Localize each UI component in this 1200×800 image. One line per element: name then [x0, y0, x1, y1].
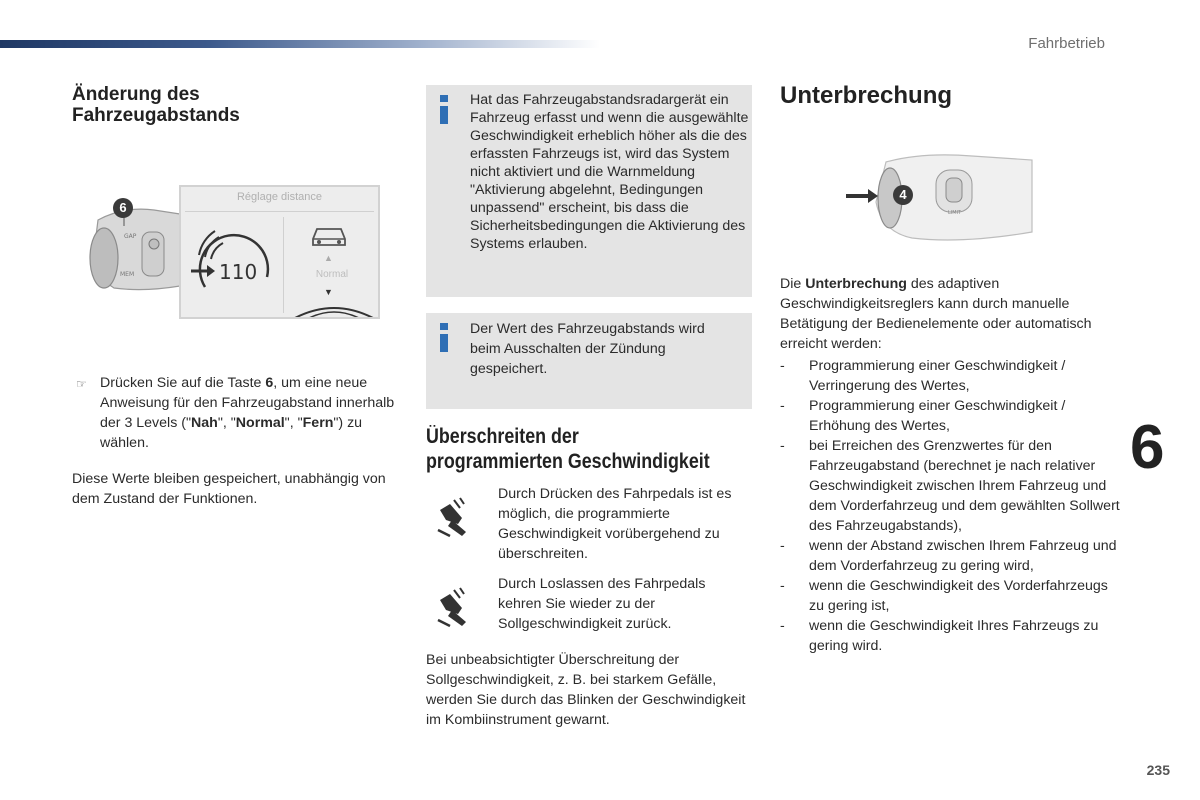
screen-speed: 110 [219, 260, 258, 284]
bullet-icon: ☞ [76, 377, 87, 391]
stored-values-note: Diese Werte bleiben gespeichert, unabhängig von dem Zustand der Funktionen. [72, 471, 386, 507]
list-item: - Programmierung einer Geschwindigkeit / Verringerung des Wertes, [780, 356, 1120, 396]
list-item: - wenn die Geschwindigkeit Ihres Fahrzeugs zu gering wird. [780, 616, 1120, 656]
foot-press-pedal-icon [432, 496, 472, 540]
info-text-radar: Hat das Fahrzeugabstandsradargerät ein Fahrzeug erfasst und wenn die ausgewählte Geschwindigkeit erheblich höher als die des erfassten Fahrzeugs ist, wird das System nicht aktiviert und die Warnmeldung "Aktivierung abgelehnt, Bedingungen unpassend" erscheint, bis dass die Sicherheitsbedingungen die Aktivierung des Systems erlauben. [470, 92, 749, 252]
section-title-interruption: Unterbrechung [780, 82, 953, 109]
overspeed-warning-text: Bei unbeabsichtigter Überschreitung der Sollgeschwindigkeit, z. B. bei starkem Gefälle, werden Sie durch das Blinken der Geschwindigkeit im Kombiinstrument gewarnt. [426, 652, 746, 728]
info-icon [438, 95, 450, 124]
section-title-distance: Änderung des Fahrzeugabstands [72, 84, 240, 126]
chapter-number: 6 [1130, 413, 1165, 482]
pedal-release-text: Durch Loslassen des Fahrpedals kehren Sie wieder zu der Sollgeschwindigkeit zurück. [498, 576, 706, 632]
stalk-interrupt-illustration [842, 152, 1036, 244]
info-box-radar [426, 85, 752, 297]
svg-text:LIMIT: LIMIT [948, 210, 962, 216]
svg-text:GAP: GAP [124, 233, 137, 240]
speed-gauge-icon [185, 217, 281, 313]
wheel-arc-icon [289, 303, 379, 319]
list-item: - wenn die Geschwindigkeit des Vorderfahrzeugs zu gering ist, [780, 576, 1120, 616]
distance-screen [179, 185, 380, 319]
foot-release-pedal-icon [432, 586, 472, 630]
screen-title: Réglage distance [236, 191, 322, 203]
key-6-label: 6 [119, 200, 127, 215]
key-6-badge [113, 198, 133, 218]
page-number: 235 [1146, 762, 1170, 778]
screen-mode: Normal [315, 269, 349, 280]
list-item: - bei Erreichen des Grenzwertes für den Fahrzeugabstand (berechnet je nach relativer Geschwindigkeit zwischen Ihrem Fahrzeug und dem Vorderfahrzeug und dem gewählten Sollwert des Fahrzeugabstands), [780, 436, 1120, 536]
pedal-press-text: Durch Drücken des Fahrpedals ist es möglich, die programmierte Geschwindigkeit vorübergehend zu überschreiten. [498, 486, 732, 562]
key-4-label: 4 [899, 187, 907, 202]
svg-text:MEM: MEM [120, 271, 135, 278]
car-front-icon [309, 223, 349, 249]
section-header: Fahrbetrieb [1028, 35, 1105, 52]
info-icon [438, 323, 450, 352]
bullet-text: Drücken Sie auf die Taste 6, um eine neue Anweisung für den Fahrzeugabstand innerhalb der 3 Levels ("Nah", "Normal", "Fern") zu wählen. [100, 375, 395, 451]
arrow-down-icon: ▼ [324, 287, 333, 297]
arrow-up-icon: ▲ [324, 253, 333, 263]
list-item: - wenn der Abstand zwischen Ihrem Fahrzeug und dem Vorderfahrzeug zu gering wird, [780, 536, 1120, 576]
list-item: - Programmierung einer Geschwindigkeit / Erhöhung des Wertes, [780, 396, 1120, 436]
section-title-overspeed: Überschreiten der programmierten Geschwindigkeit [426, 425, 710, 473]
interruption-intro: Die Unterbrechung des adaptiven Geschwindigkeitsreglers kann durch manuelle Betätigung der Bedienelemente oder automatisch erreicht werden: [780, 276, 1092, 352]
interruption-list [780, 356, 1120, 656]
info-text-storage: Der Wert des Fahrzeugabstands wird beim Ausschalten der Zündung gespeichert. [470, 321, 705, 377]
info-box-storage [426, 313, 752, 409]
key-4-badge [893, 185, 913, 205]
header-bar [0, 40, 600, 48]
